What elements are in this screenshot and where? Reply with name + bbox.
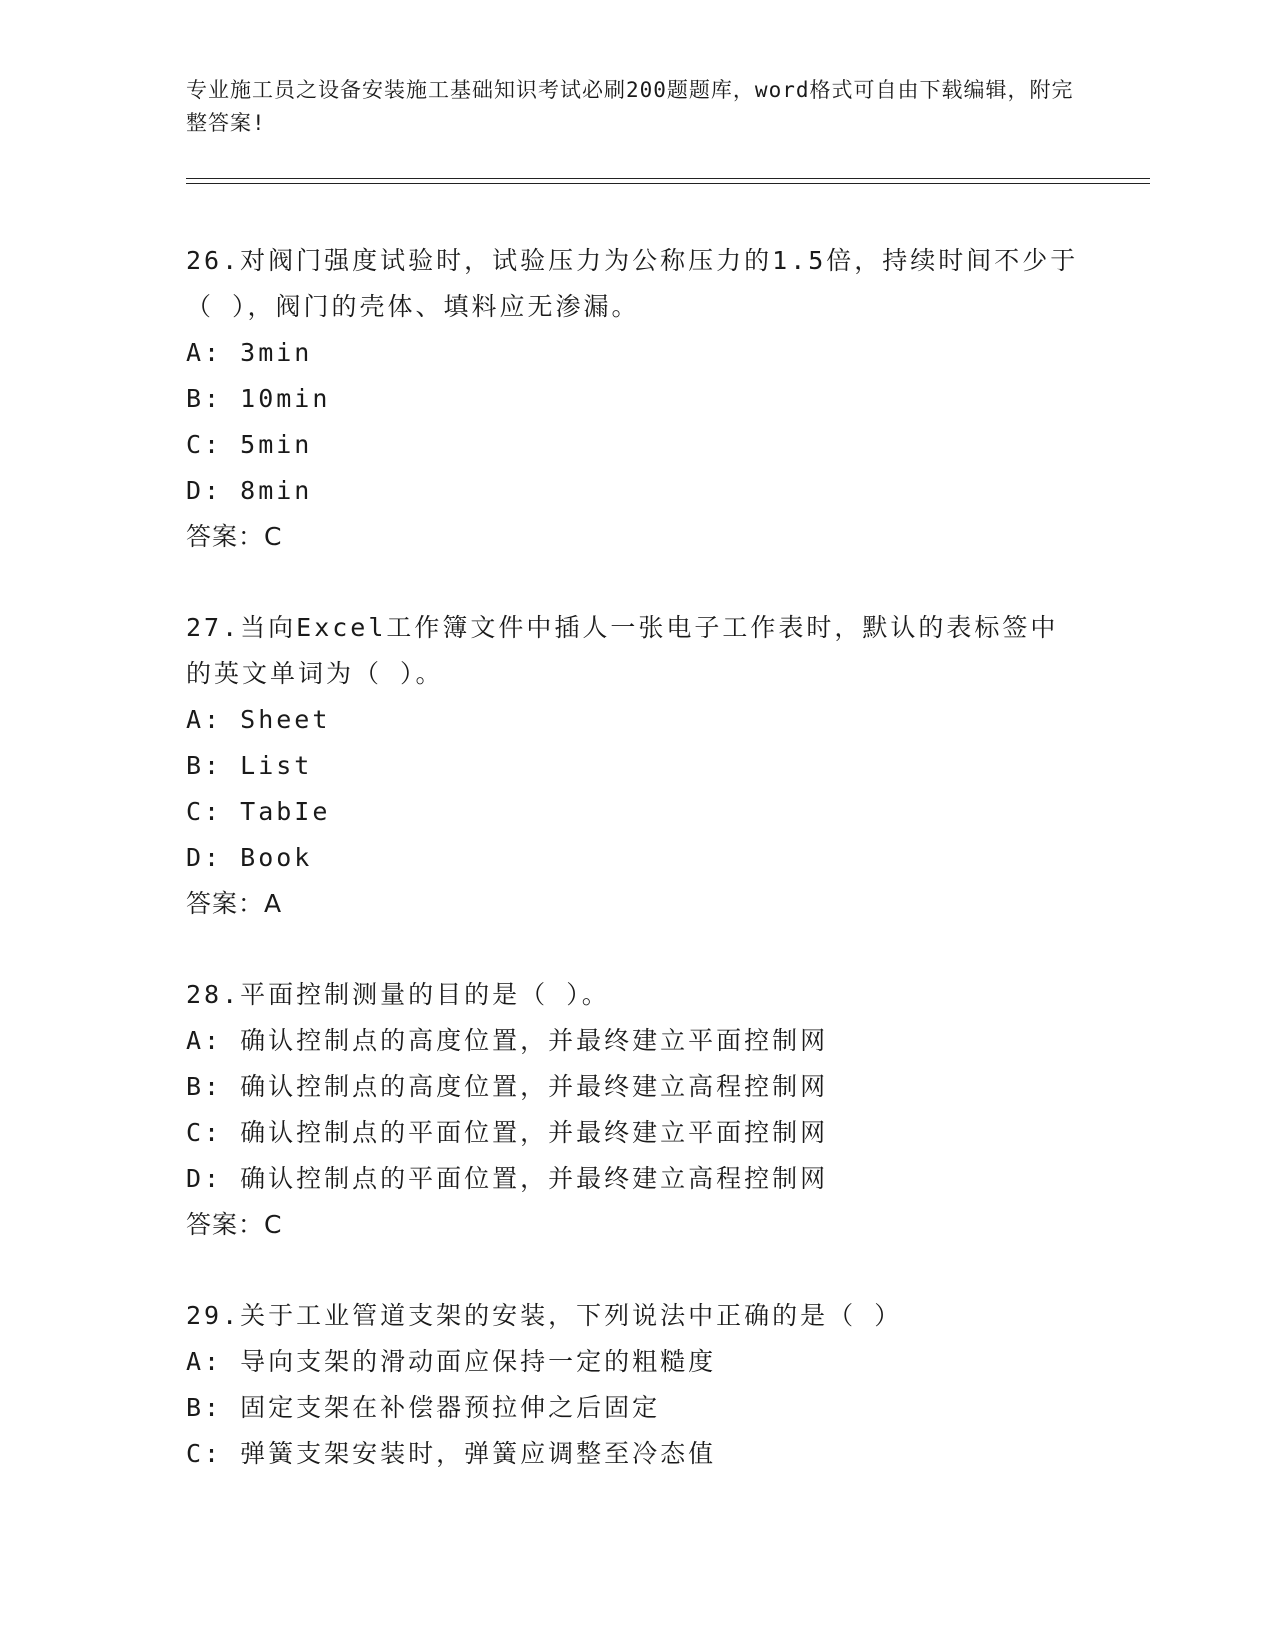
- answer: 答案：A: [186, 889, 283, 918]
- option-b: B: 10min: [186, 384, 331, 413]
- option-a: A: 3min: [186, 338, 313, 367]
- option-a: A: Sheet: [186, 705, 331, 734]
- option-b: B: 确认控制点的高度位置，并最终建立高程控制网: [186, 1072, 829, 1101]
- question-text: 26.对阀门强度试验时，试验压力为公称压力的1.5倍，持续时间不少于（ ），阀门的壳体、填料应无渗漏。: [186, 246, 1079, 321]
- document-title: 专业施工员之设备安装施工基础知识考试必刷200题题库，word格式可自由下载编辑，附完整答案!: [186, 78, 1074, 135]
- header-rule-top: [186, 178, 1150, 179]
- answer: 答案：C: [186, 1210, 283, 1239]
- option-c: C: 5min: [186, 430, 313, 459]
- option-c: C: TabIe: [186, 797, 331, 826]
- option-d: D: 8min: [186, 476, 313, 505]
- option-a: A: 导向支架的滑动面应保持一定的粗糙度: [186, 1347, 717, 1376]
- question-text: 29.关于工业管道支架的安装，下列说法中正确的是（ ）: [186, 1301, 903, 1330]
- question-26: [186, 238, 1086, 560]
- option-a: A: 确认控制点的高度位置，并最终建立平面控制网: [186, 1026, 829, 1055]
- option-b: B: List: [186, 751, 313, 780]
- question-text: 28.平面控制测量的目的是（ ）。: [186, 980, 610, 1009]
- question-list: [186, 238, 1086, 1522]
- option-c: C: 确认控制点的平面位置，并最终建立平面控制网: [186, 1118, 829, 1147]
- answer: 答案：C: [186, 522, 283, 551]
- option-c: C: 弹簧支架安装时，弹簧应调整至冷态值: [186, 1439, 717, 1468]
- question-27: [186, 605, 1086, 927]
- option-d: D: Book: [186, 843, 313, 872]
- option-b: B: 固定支架在补偿器预拉伸之后固定: [186, 1393, 661, 1422]
- option-d: D: 确认控制点的平面位置，并最终建立高程控制网: [186, 1164, 829, 1193]
- header-rule-bottom: [186, 183, 1150, 184]
- question-29: [186, 1293, 1086, 1477]
- question-28: [186, 972, 1086, 1248]
- question-text: 27.当向Excel工作簿文件中插人一张电子工作表时，默认的表标签中的英文单词为（ ）。: [186, 613, 1059, 688]
